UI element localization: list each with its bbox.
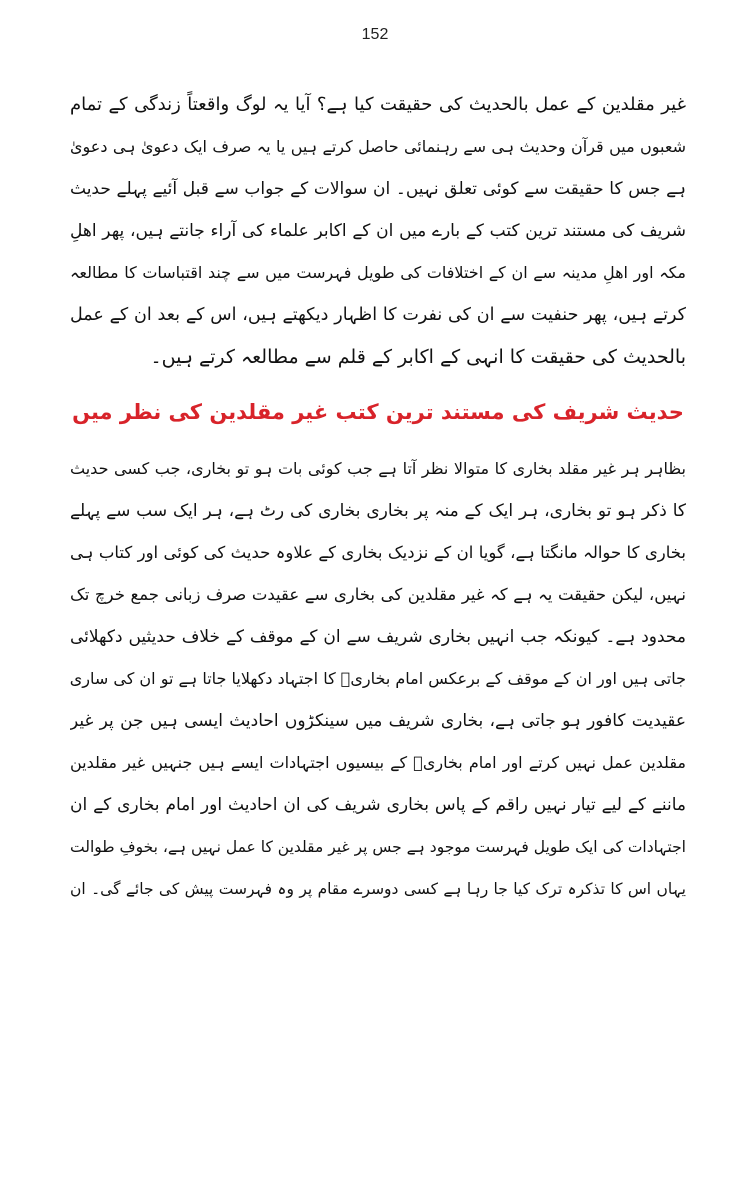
text-line: محدود ہے۔ کیونکہ جب انہیں بخاری شریف سے ان کے موقف کے خلاف حدیثیں دکھلائی	[70, 627, 686, 647]
text-line: بخاری کا حوالہ مانگتا ہے، گویا ان کے نزدیک بخاری کے علاوہ حدیث کی کوئی اور کتاب ہی	[70, 543, 686, 562]
text-line: اجتہادات کی ایک طویل فہرست موجود ہے جس پر غیر مقلدین کا عمل نہیں ہے، بخوفِ طوالت	[70, 838, 686, 856]
text-line: شعبوں میں قرآن وحدیث ہی سے رہنمائی حاصل کرتے ہیں یا یہ صرف ایک دعویٰ ہی دعویٰ	[70, 137, 686, 156]
text-line: شریف کی مستند ترین کتب کے بارے میں ان کے اکابر علماء کی آراء جانتے ہیں، پھر اھلِ	[70, 221, 686, 241]
text-line: بالحدیث کی حقیقت کا انہی کے اکابر کے قلم سے مطالعہ کرتے ہیں۔	[150, 346, 686, 368]
text-line: مکہ اور اھلِ مدینہ سے ان کے اختلافات کی طویل فہرست میں سے چند اقتباسات کا مطالعہ	[70, 263, 686, 282]
text-line: یہاں اس کا تذکرہ ترک کیا جا رہا ہے کسی دوسرے مقام پر وہ فہرست پیش کی جائے گی۔ ان	[70, 880, 686, 898]
text-line: جاتی ہیں اور ان کے موقف کے برعکس امام بخاریؒ کا اجتہاد دکھلایا جاتا ہے تو ان کی ساری	[70, 669, 686, 688]
text-line: نہیں، لیکن حقیقت یہ ہے کہ غیر مقلدین کی بخاری سے عقیدت صرف زبانی جمع خرچ تک	[70, 585, 686, 604]
text-line: عقیدیت کافور ہو جاتی ہے، بخاری شریف میں سینکڑوں احادیث ایسی ہیں جن پر غیر	[70, 711, 686, 731]
text-line: مقلدین عمل نہیں کرتے اور امام بخاریؒ کے بیسیوں اجتہادات ایسے ہیں جنہیں غیر مقلدین	[70, 753, 686, 772]
page-content	[70, 84, 686, 910]
text-line: ہے جس کا حقیقت سے کوئی تعلق نہیں۔ ان سوالات کے جواب سے قبل آئیے پہلے حدیث	[70, 179, 686, 199]
text-line: کرتے ہیں، پھر حنفیت سے ان کی نفرت کا اظہار دیکھتے ہیں، اس کے بعد ان کے عمل	[70, 305, 686, 325]
text-line: ماننے کے لیے تیار نہیں راقم کے پاس بخاری شریف کی ان احادیث اور امام بخاری کے ان	[70, 795, 686, 815]
intro-paragraph	[70, 84, 686, 378]
body-paragraph	[70, 448, 686, 910]
text-line: بظاہر ہر غیر مقلد بخاری کا متوالا نظر آتا ہے جب کوئی بات ہو تو بخاری، جب کسی حدیث	[70, 459, 686, 478]
text-line: کا ذکر ہو تو بخاری، ہر ایک کے منہ پر بخاری بخاری کی رٹ ہے، ہر ایک سب سے پہلے	[70, 501, 686, 521]
text-line: غیر مقلدین کے عمل بالحدیث کی حقیقت کیا ہے؟ آیا یہ لوگ واقعتاً زندگی کے تمام	[70, 94, 686, 115]
page-number: 152	[361, 26, 389, 43]
section-heading: حدیث شریف کی مستند ترین کتب غیر مقلدین کی نظر میں	[72, 400, 684, 424]
